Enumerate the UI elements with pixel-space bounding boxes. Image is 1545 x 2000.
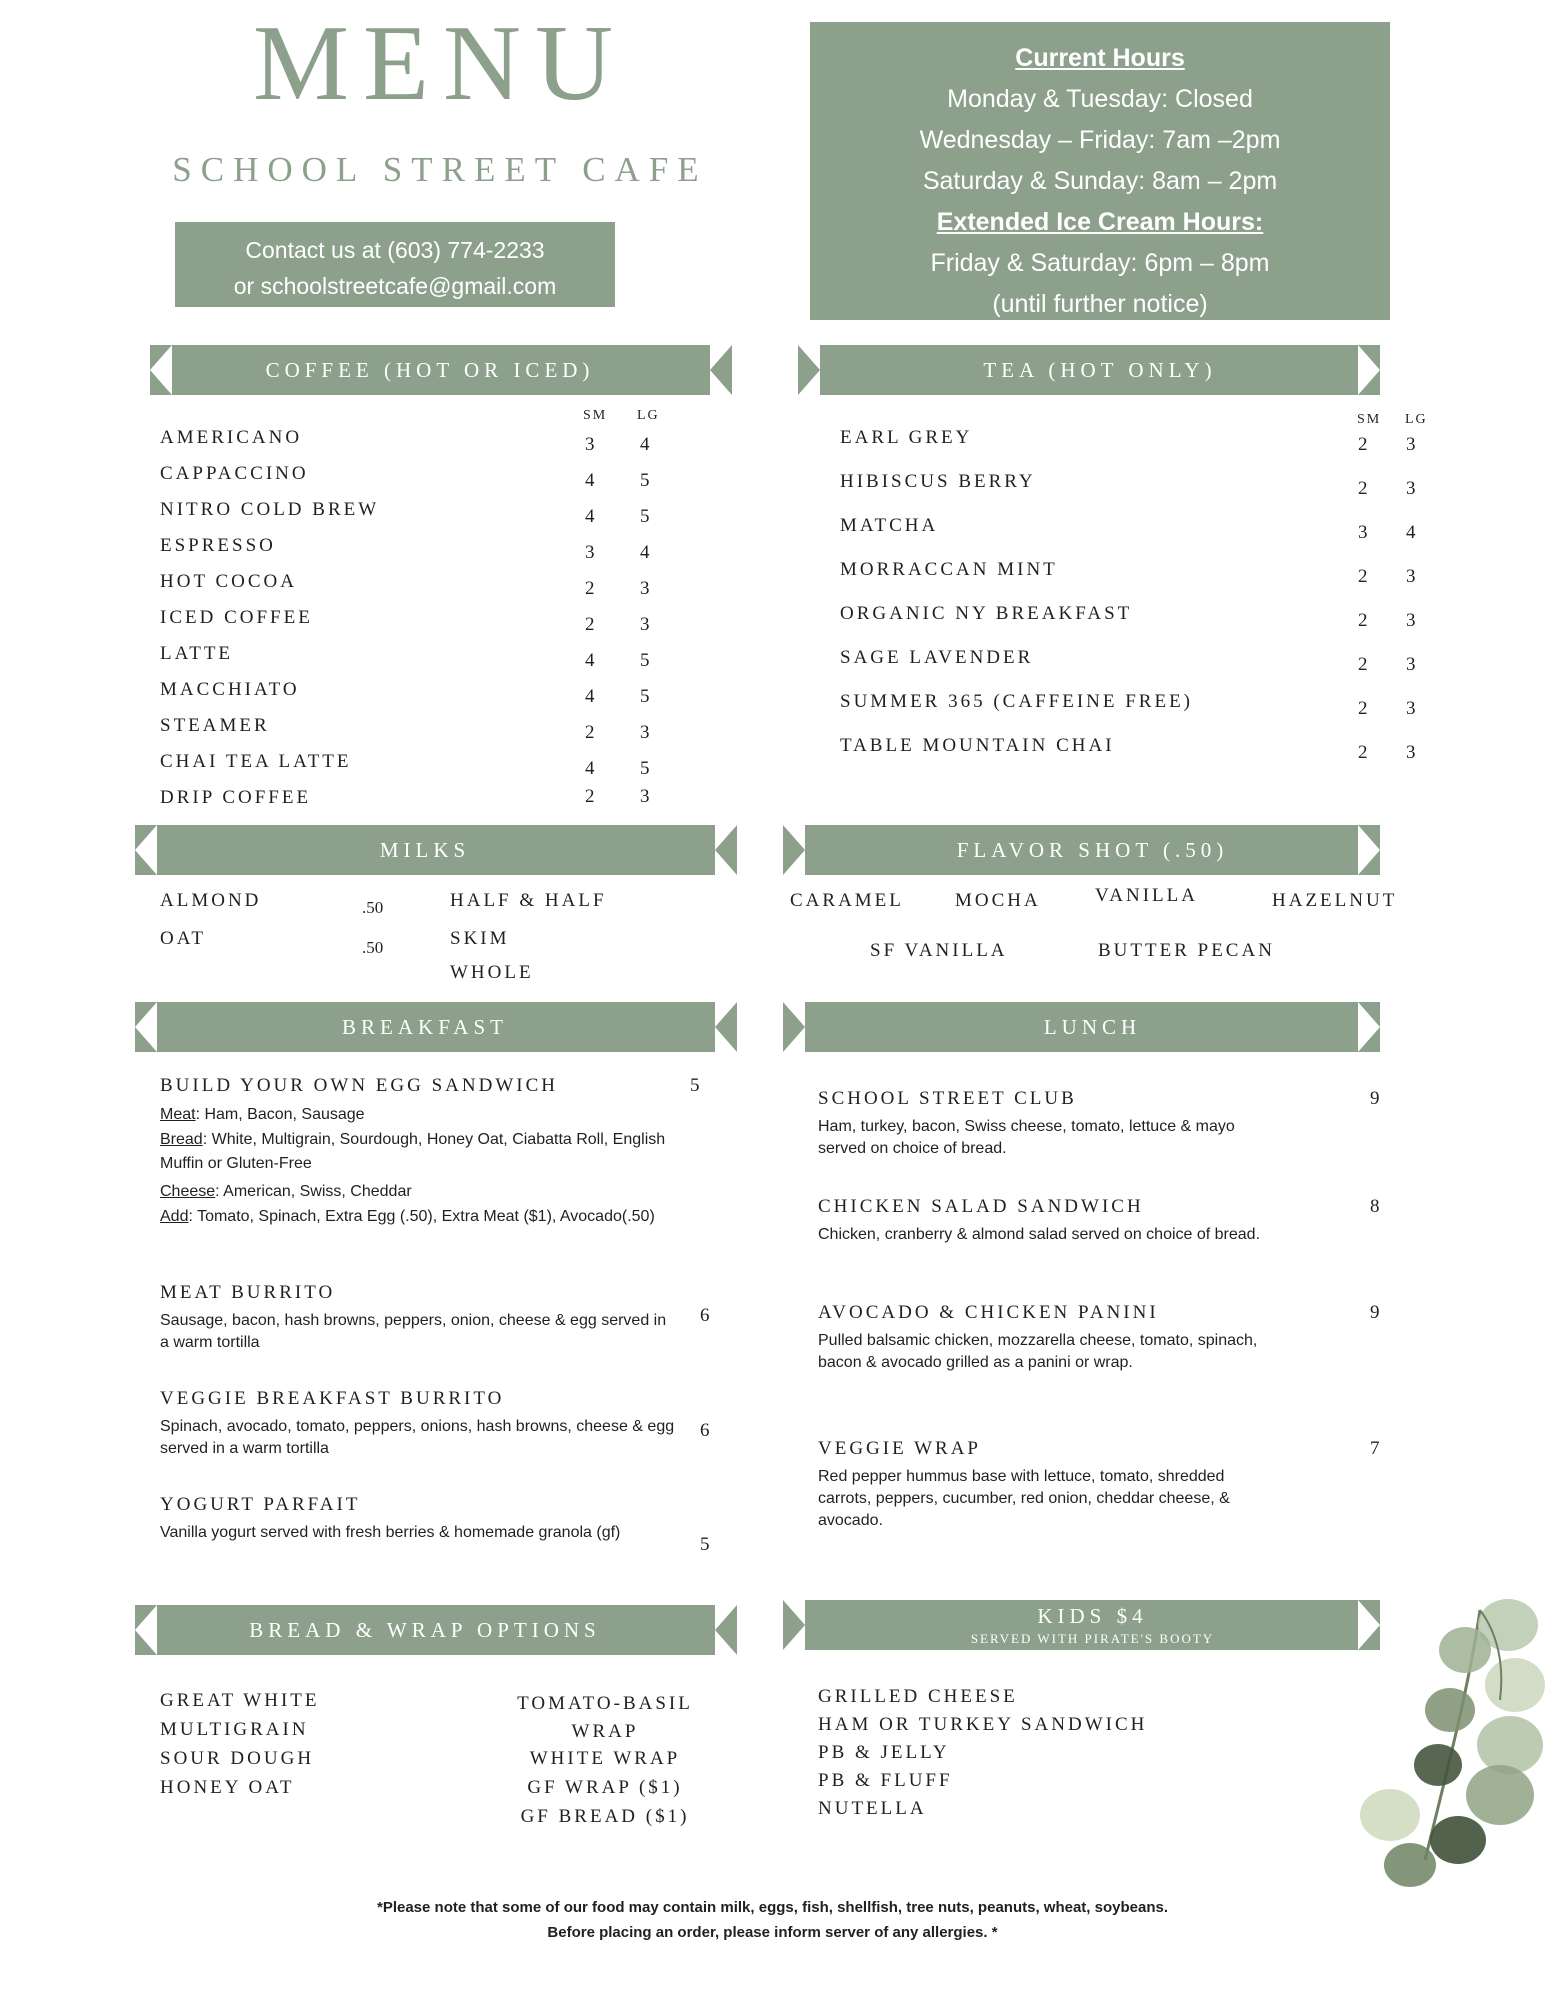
allergy-note-line-1: *Please note that some of our food may contain milk, eggs, fish, shellfish, tree nuts, peanuts, wheat, soybeans. [376,1899,1168,1916]
coffee-item-name: NITRO COLD BREW [160,499,380,520]
milk-item-price: .50 [362,938,384,957]
coffee-item-sm: 3 [585,542,595,563]
coffee-item-name: AMERICANO [160,427,303,448]
breakfast-item-price: 6 [700,1420,710,1441]
milk-option: SKIM [450,928,510,949]
breakfast-item-price: 5 [700,1534,710,1555]
byo-add-line [160,1205,690,1229]
bread-option: HONEY OAT [160,1777,295,1798]
coffee-item-sm: 2 [585,614,595,635]
coffee-item-name: DRIP COFFEE [160,787,312,808]
coffee-item-name: ESPRESSO [160,535,276,556]
breakfast-item-desc: Spinach, avocado, tomato, peppers, onions, hash browns, cheese & egg served in a warm tortilla [160,1418,675,1457]
flavor-option: SF VANILLA [870,940,1008,961]
lunch-item-price: 9 [1370,1088,1380,1109]
coffee-item-lg: 5 [640,686,650,707]
byo-add-label: Add [160,1208,189,1225]
coffee-item-lg: 4 [640,434,650,455]
lunch-item-name: AVOCADO & CHICKEN PANINI [818,1302,1159,1323]
tea-item-sm: 2 [1358,698,1368,719]
lunch-item-name: VEGGIE WRAP [818,1438,982,1459]
coffee-col-sm: SM [583,408,608,423]
tea-item-lg: 3 [1406,566,1416,587]
bread-option: MULTIGRAIN [160,1719,309,1740]
tea-item-sm: 2 [1358,654,1368,675]
coffee-item-sm: 2 [585,786,595,807]
tea-item-sm: 3 [1358,522,1368,543]
hours-line-1: Monday & Tuesday: Closed [947,85,1253,113]
hours-line-5: (until further notice) [992,290,1208,318]
byo-cheese-line [160,1180,690,1204]
tea-item-lg: 3 [1406,434,1416,455]
hours-line-3: Saturday & Sunday: 8am – 2pm [922,167,1278,195]
wrap-option: GF BREAD ($1) [520,1806,690,1827]
coffee-item-name: CHAI TEA LATTE [160,751,352,772]
coffee-item-lg: 3 [640,578,650,599]
milk-option: WHOLE [450,962,534,983]
hours-line-4: Friday & Saturday: 6pm – 8pm [930,249,1270,277]
tea-item-sm: 2 [1358,610,1368,631]
tea-item-name: SAGE LAVENDER [840,647,1034,668]
kids-item: GRILLED CHEESE [818,1686,1018,1707]
cafe-name: SCHOOL STREET CAFE [172,150,708,189]
kids-banner-sublabel: SERVED WITH PIRATE'S BOOTY [970,1630,1215,1646]
bread-option: GREAT WHITE [160,1690,320,1711]
lunch-item-name: SCHOOL STREET CLUB [818,1088,1077,1109]
breakfast-item-price: 6 [700,1305,710,1326]
breakfast-item-desc: Sausage, bacon, hash browns, peppers, onion, cheese & egg served in a warm tortilla [160,1312,667,1351]
coffee-item-name: LATTE [160,643,234,664]
kids-item: PB & JELLY [818,1742,950,1763]
hours-heading: Current Hours [1015,44,1185,72]
wrap-option: TOMATO-BASIL WRAP [517,1693,693,1742]
coffee-item-sm: 4 [585,650,595,671]
tea-item-name: EARL GREY [840,427,973,448]
tea-item-name: SUMMER 365 (CAFFEINE FREE) [840,691,1193,712]
coffee-item-lg: 5 [640,758,650,779]
tea-item-sm: 2 [1358,434,1368,455]
flavor-option: VANILLA [1095,885,1198,906]
contact-email: or schoolstreetcafe@gmail.com [233,273,557,299]
page-title: MENU [253,4,627,123]
flavor-option: HAZELNUT [1272,890,1398,911]
section-banner-breakfast [135,1002,715,1052]
lunch-item-desc: Pulled balsamic chicken, mozzarella cheese, tomato, spinach, bacon & avocado grilled as a panini or wrap. [818,1332,1258,1371]
tea-banner-label: TEA (HOT ONLY) [983,357,1217,382]
coffee-item-name: STEAMER [160,715,270,736]
lunch-banner-label: LUNCH [1043,1014,1142,1039]
flavor-option: MOCHA [955,890,1041,911]
lunch-item-price: 9 [1370,1302,1380,1323]
milk-item-price: .50 [362,898,384,917]
lunch-item-desc: Red pepper hummus base with lettuce, tomato, shredded carrots, peppers, cucumber, red onion, cheddar cheese, & avocado. [818,1468,1230,1529]
tea-col-lg: LG [1405,412,1428,427]
coffee-item-lg: 3 [640,786,650,807]
tea-item-name: MORRACCAN MINT [840,559,1058,580]
coffee-item-sm: 4 [585,686,595,707]
tea-item-lg: 3 [1406,742,1416,763]
breakfast-item-name: YOGURT PARFAIT [160,1494,361,1515]
section-banner-flavor-shot [805,825,1380,875]
tea-item-lg: 4 [1406,522,1416,543]
tea-item-name: TABLE MOUNTAIN CHAI [840,735,1115,756]
eucalyptus-decoration-icon [1330,1590,1545,1890]
tea-item-lg: 3 [1406,654,1416,675]
allergy-note-line-2: Before placing an order, please inform server of any allergies. * [547,1924,998,1941]
tea-item-sm: 2 [1358,566,1368,587]
section-banner-kids [805,1600,1380,1650]
tea-col-sm: SM [1357,412,1382,427]
kids-item: PB & FLUFF [818,1770,953,1791]
byo-bread-value: : White, Multigrain, Sourdough, Honey Oat, Ciabatta Roll, English Muffin or Gluten-Free [160,1131,666,1172]
lunch-item-price: 7 [1370,1438,1380,1459]
tea-item-name: MATCHA [840,515,939,536]
breakfast-item-price: 5 [690,1075,700,1096]
milk-option: HALF & HALF [450,890,607,911]
lunch-item-name: CHICKEN SALAD SANDWICH [818,1196,1144,1217]
section-banner-milks [135,825,715,875]
byo-meat-label: Meat [160,1106,196,1123]
byo-bread-line [160,1128,690,1176]
coffee-item-sm: 4 [585,506,595,527]
ice-cream-hours-heading: Extended Ice Cream Hours: [936,208,1264,236]
coffee-col-lg: LG [637,408,660,423]
coffee-item-sm: 4 [585,758,595,779]
kids-item: NUTELLA [818,1798,927,1819]
wrap-option: WHITE WRAP [529,1748,681,1769]
tea-item-name: HIBISCUS BERRY [840,471,1036,492]
lunch-item-desc: Ham, turkey, bacon, Swiss cheese, tomato, lettuce & mayo served on choice of bread. [818,1118,1235,1157]
coffee-item-lg: 4 [640,542,650,563]
coffee-item-name: HOT COCOA [160,571,297,592]
coffee-item-name: MACCHIATO [160,679,300,700]
coffee-item-lg: 3 [640,614,650,635]
tea-item-name: ORGANIC NY BREAKFAST [840,603,1133,624]
flavor-shot-banner-label: FLAVOR SHOT (.50) [956,837,1229,862]
byo-cheese-label: Cheese [160,1183,216,1200]
contact-phone: Contact us at (603) 774-2233 [245,237,545,263]
coffee-item-name: CAPPACCINO [160,463,309,484]
section-banner-tea [820,345,1380,395]
breakfast-item-name: BUILD YOUR OWN EGG SANDWICH [160,1075,558,1096]
lunch-item-price: 8 [1370,1196,1380,1217]
coffee-item-sm: 2 [585,578,595,599]
milk-item-name: ALMOND [160,890,262,911]
kids-item: HAM OR TURKEY SANDWICH [818,1714,1148,1735]
tea-item-lg: 3 [1406,478,1416,499]
byo-bread-label: Bread [160,1131,203,1148]
tea-item-sm: 2 [1358,742,1368,763]
coffee-item-name: ICED COFFEE [160,607,313,628]
section-banner-bread-wrap [135,1605,715,1655]
hours-line-2: Wednesday – Friday: 7am –2pm [919,126,1281,154]
tea-item-sm: 2 [1358,478,1368,499]
coffee-item-sm: 2 [585,722,595,743]
bread-wrap-banner-label: BREAD & WRAP OPTIONS [249,1617,601,1642]
section-banner-coffee [150,345,710,395]
contact-box [175,222,615,307]
breakfast-item-desc: Vanilla yogurt served with fresh berries & homemade granola (gf) [160,1524,621,1541]
coffee-item-lg: 3 [640,722,650,743]
coffee-item-lg: 5 [640,470,650,491]
byo-meat-line [160,1103,690,1127]
breakfast-item-name: MEAT BURRITO [160,1282,336,1303]
breakfast-item-name: VEGGIE BREAKFAST BURRITO [160,1388,505,1409]
breakfast-banner-label: BREAKFAST [342,1014,508,1039]
coffee-item-lg: 5 [640,650,650,671]
coffee-item-sm: 4 [585,470,595,491]
section-banner-lunch [805,1002,1380,1052]
tea-item-lg: 3 [1406,698,1416,719]
coffee-item-sm: 3 [585,434,595,455]
flavor-option: BUTTER PECAN [1098,940,1275,961]
allergy-note [0,1895,1545,1945]
flavor-option: CARAMEL [790,890,904,911]
wrap-option: GF WRAP ($1) [527,1777,683,1798]
kids-banner-label: KIDS $4 [1037,1603,1148,1628]
coffee-banner-label: COFFEE (HOT OR ICED) [265,357,595,382]
byo-meat-value: : Ham, Bacon, Sausage [195,1106,365,1123]
bread-option: SOUR DOUGH [160,1748,315,1769]
lunch-item-desc: Chicken, cranberry & almond salad served on choice of bread. [818,1226,1261,1243]
milk-item-name: OAT [160,928,206,949]
tea-item-lg: 3 [1406,610,1416,631]
coffee-item-lg: 5 [640,506,650,527]
byo-cheese-value: : American, Swiss, Cheddar [215,1183,412,1200]
hours-box [810,22,1390,320]
byo-add-value: : Tomato, Spinach, Extra Egg (.50), Extra Meat ($1), Avocado(.50) [188,1208,655,1225]
milks-banner-label: MILKS [379,837,471,862]
